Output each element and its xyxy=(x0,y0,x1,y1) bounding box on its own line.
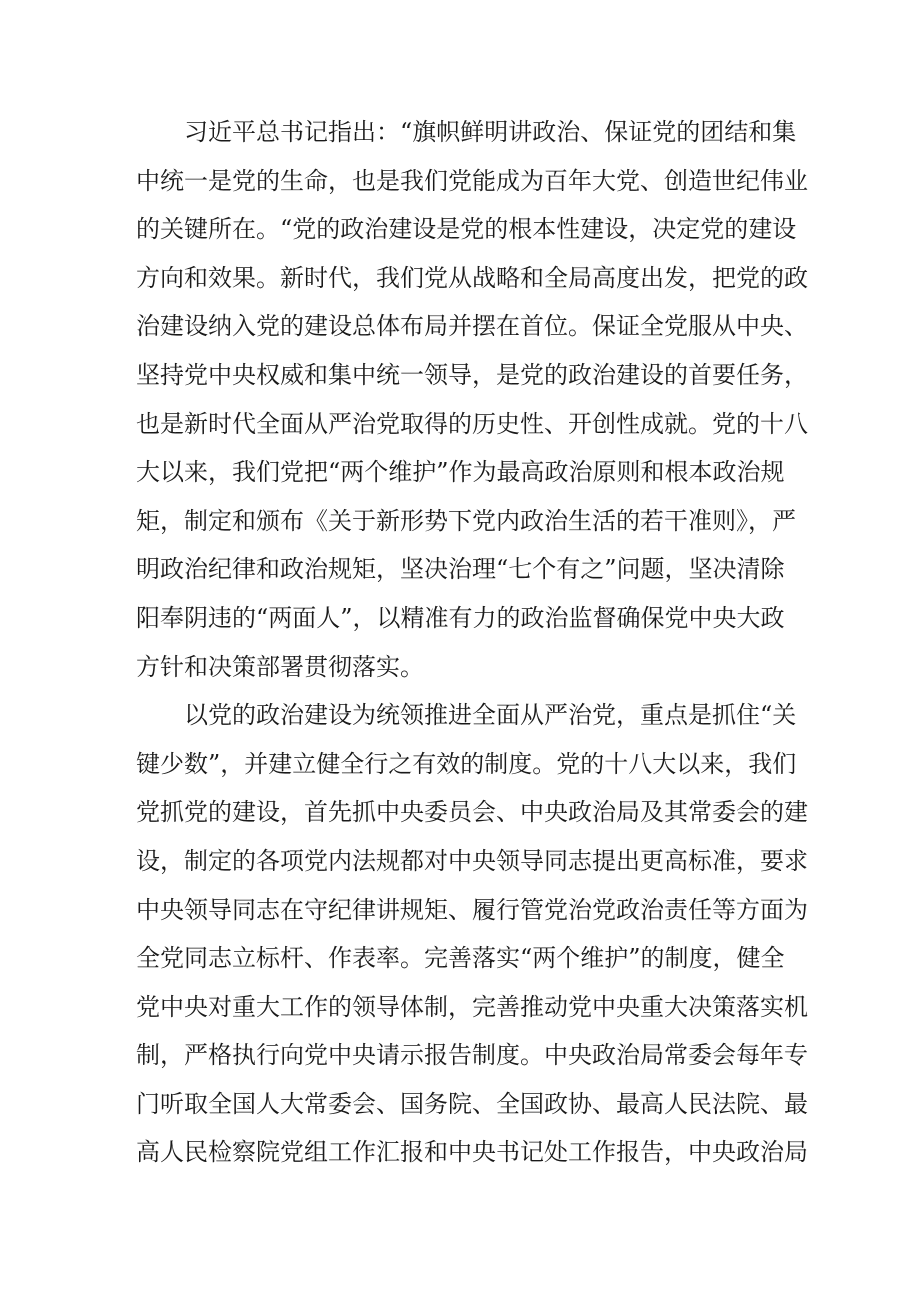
paragraph-line: 方向和效果。新时代，我们党从战略和全局高度出发，把党的政 xyxy=(136,263,808,292)
paragraph-line: 矩，制定和颁布《关于新形势下党内政治生活的若干准则》，严 xyxy=(136,506,796,535)
paragraph-2 xyxy=(136,691,808,1177)
paragraph-line: 明政治纪律和政治规矩，坚决治理“七个有之”问题，坚决清除 xyxy=(136,555,785,584)
paragraph-line: 制，严格执行向党中央请示报告制度。中央政治局常委会每年专 xyxy=(136,1041,808,1070)
paragraph-line: 全党同志立标杆、作表率。完善落实“两个维护”的制度，健全 xyxy=(136,944,785,973)
paragraph-line: 以党的政治建设为统领推进全面从严治党，重点是抓住“关 xyxy=(184,701,797,730)
paragraph-line: 方针和决策部署贯彻落实。 xyxy=(136,652,424,681)
paragraph-line: 门听取全国人大常委会、国务院、全国政协、最高人民法院、最 xyxy=(136,1089,808,1118)
paragraph-line: 中统一是党的生命，也是我们党能成为百年大党、创造世纪伟业 xyxy=(136,166,808,195)
paragraph-line: 大以来，我们党把“两个维护”作为最高政治原则和根本政治规 xyxy=(136,458,785,487)
paragraph-line: 阳奉阴违的“两面人”，以精准有力的政治监督确保党中央大政 xyxy=(136,603,785,632)
paragraph-line: 习近平总书记指出：“旗帜鲜明讲政治、保证党的团结和集 xyxy=(184,118,797,146)
paragraph-line: 键少数”，并建立健全行之有效的制度。党的十八大以来，我们 xyxy=(136,749,797,778)
paragraph-line: 治建设纳入党的建设总体布局并摆在首位。保证全党服从中央、 xyxy=(136,312,808,341)
paragraph-line: 坚持党中央权威和集中统一领导，是党的政治建设的首要任务， xyxy=(136,360,808,389)
paragraph-line: 也是新时代全面从严治党取得的历史性、开创性成就。党的十八 xyxy=(136,409,808,438)
paragraph-line: 党抓党的建设，首先抓中央委员会、中央政治局及其常委会的建 xyxy=(136,798,808,827)
paragraph-line: 党中央对重大工作的领导体制，完善推动党中央重大决策落实机 xyxy=(136,992,808,1021)
paragraph-1 xyxy=(136,108,808,691)
document-body xyxy=(136,108,808,1177)
paragraph-line: 高人民检察院党组工作汇报和中央书记处工作报告，中央政治局 xyxy=(136,1138,808,1167)
paragraph-line: 的关键所在。“党的政治建设是党的根本性建设，决定党的建设 xyxy=(136,215,797,244)
paragraph-line: 中央领导同志在守纪律讲规矩、履行管党治党政治责任等方面为 xyxy=(136,895,808,924)
paragraph-line: 设，制定的各项党内法规都对中央领导同志提出更高标准，要求 xyxy=(136,846,808,875)
